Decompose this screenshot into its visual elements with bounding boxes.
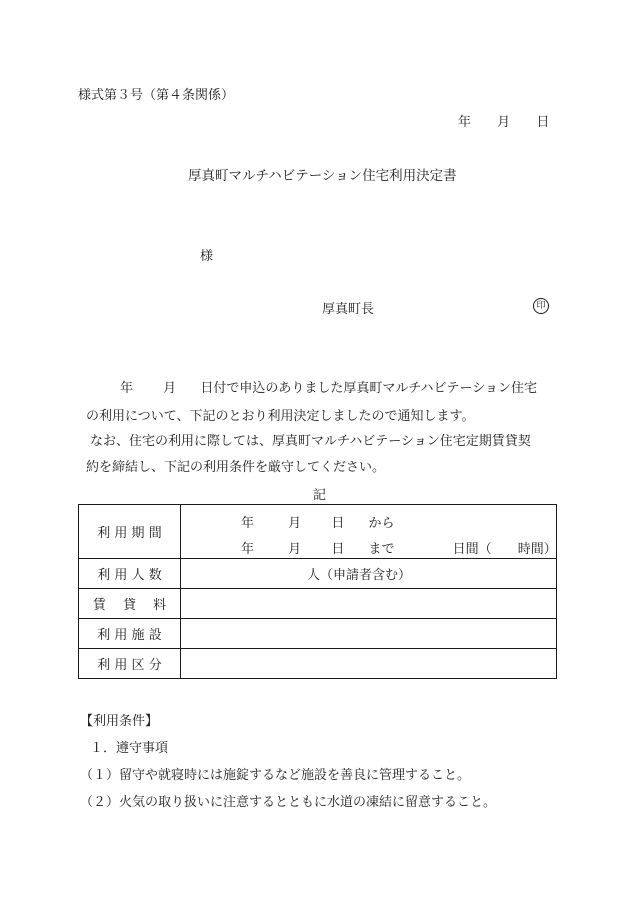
form-number: 様式第３号（第４条関係） [78,88,235,103]
period-to-day: 日 [331,542,345,557]
facility-label: 利 用 施 設 [79,619,181,649]
seal-mark [533,297,549,314]
period-from-suffix: から [368,516,395,531]
period-label: 利 用 期 間 [79,505,181,559]
persons-label: 利 用 人 数 [79,559,181,589]
conditions-heading: 【利用条件】 [80,714,159,729]
page-title: 厚真町マルチハビテーション住宅利用決定書 [188,168,457,184]
period-to-suffix: まで [368,542,395,557]
rent-value [181,589,557,619]
issuer-name: 厚真町長 [322,302,375,317]
conditions-section-1: １．遵守事項 [90,741,169,756]
body-month: 月 [163,381,177,396]
table-row [79,505,557,559]
date-day: 日 [536,115,550,130]
body-p2-line1: なお、住宅の利用に際しては、厚真町マルチハビテーション住宅定期賃貸契 [90,434,531,449]
facility-value [181,619,557,649]
persons-value-text: 人（申請者含む） [307,568,412,583]
table-row [79,619,557,649]
period-value [181,505,557,559]
body-p1-rest: 日付で申込のありました厚真町マルチハビテーション住宅 [200,381,538,396]
addressee-suffix: 様 [200,249,214,264]
usage-record-table [78,504,557,679]
body-p1-line1 [120,377,537,396]
category-value [181,649,557,679]
conditions-item-2: （２）火気の取り扱いに注意するとともに水道の凍結に留意すること。 [80,795,497,810]
table-row [79,589,557,619]
table-row [79,649,557,679]
date-month: 月 [497,115,511,130]
period-to-month: 月 [288,542,302,557]
period-from-year: 年 [241,516,255,531]
period-to-year: 年 [241,542,255,557]
period-from-month: 月 [288,516,302,531]
ki-heading: 記 [313,488,327,503]
period-from-day: 日 [331,516,345,531]
period-days: 日間（ [452,542,492,557]
seal-icon: 印 [533,298,549,314]
body-p1-line2: の利用について、下記のとおり利用決定しましたので通知します。 [86,409,475,424]
period-to [241,538,557,557]
body-p2-line2: 約を締結し、下記の利用条件を厳守してください。 [86,460,386,475]
date-line [458,111,549,130]
period-hours: 時間） [517,542,557,557]
rent-label: 賃 貸 料 [79,589,181,619]
body-year: 年 [120,381,134,396]
period-from [241,512,394,531]
conditions-item-1: （１）留守や就寝時には施錠するなど施設を善良に管理すること。 [80,768,471,783]
table-row [79,559,557,589]
category-label: 利 用 区 分 [79,649,181,679]
date-year: 年 [458,115,472,130]
persons-value [181,559,557,589]
